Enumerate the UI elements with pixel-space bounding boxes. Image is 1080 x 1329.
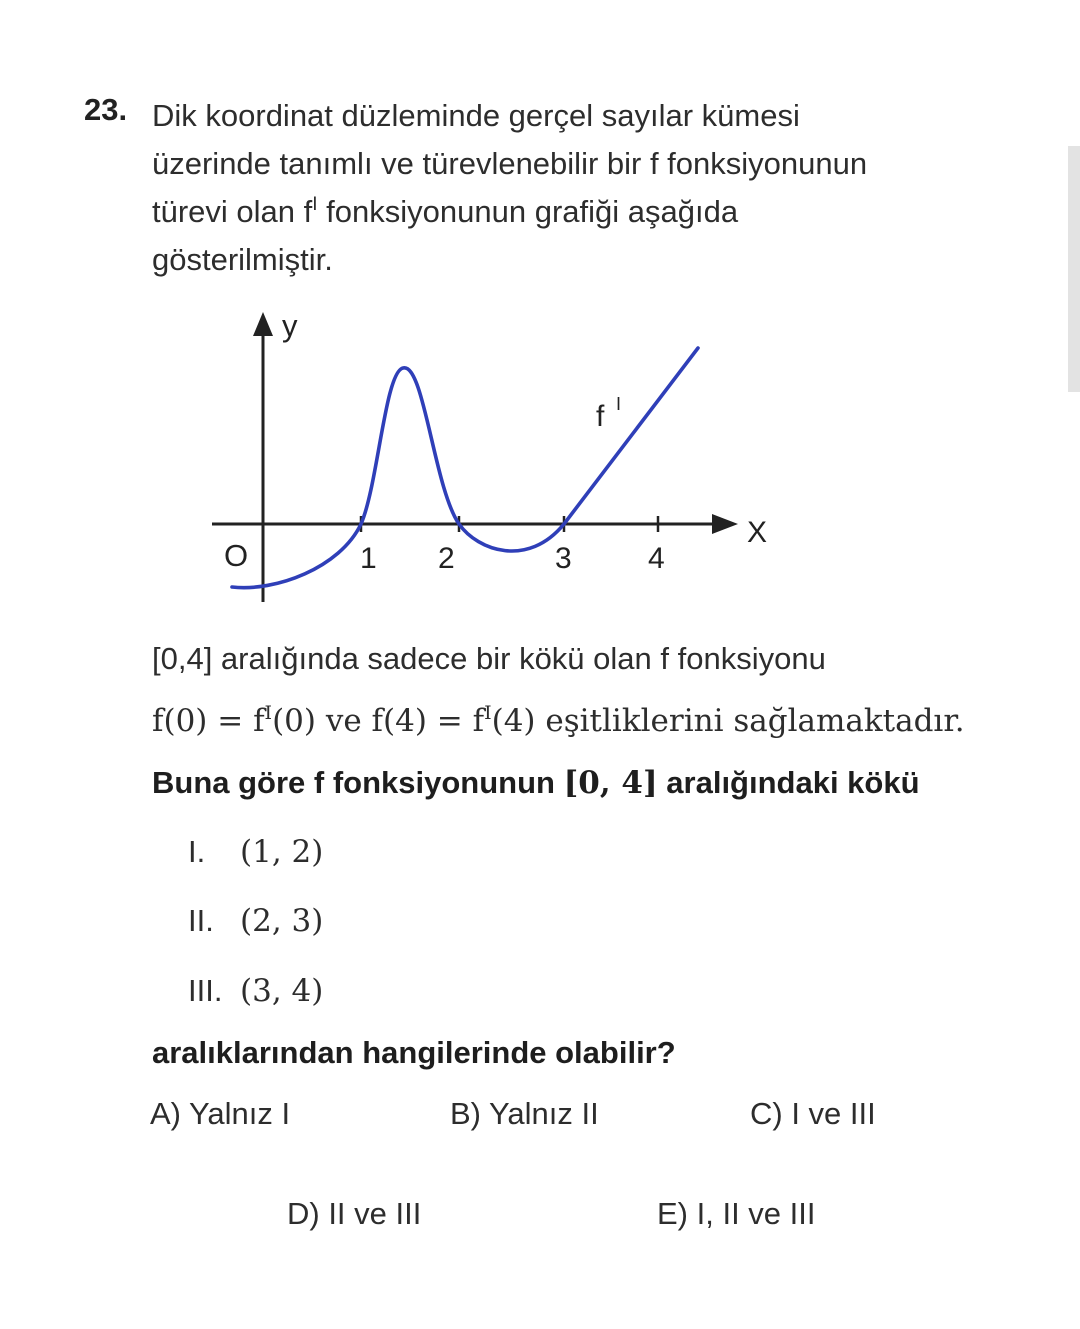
answer-a[interactable]: A) Yalnız I [150,1096,291,1131]
interval-value: (1, 2) [240,834,324,870]
condition-2a: f(0) = f [152,703,265,739]
stem-line-3b: fonksiyonunun grafiği aşağıda [317,194,739,229]
interval-value: (3, 4) [240,973,324,1009]
question-stem [152,92,1032,284]
prompt-interval: [0, 4] [563,765,658,801]
prime-mark: I [264,702,273,724]
question-prompt [152,765,920,801]
interval-num: II. [188,903,214,938]
question-closing: aralıklarından hangilerinde olabilir? [152,1035,676,1070]
tick-label-3: 3 [555,542,572,575]
tick-label-4: 4 [648,542,665,575]
answer-c[interactable]: C) I ve III [750,1096,876,1131]
stem-line-3a: türevi olan f [152,194,313,229]
interval-value: (2, 3) [240,903,324,939]
answer-e[interactable]: E) I, II ve III [657,1196,816,1231]
stem-line-3 [152,188,1032,236]
x-axis-arrow [712,514,738,534]
tick-label-2: 2 [438,542,455,575]
stem-line-1: Dik koordinat düzleminde gerçel sayılar kümesi [152,98,800,133]
interval-item-2 [188,903,323,939]
tick-label-1: 1 [360,542,377,575]
derivative-graph [200,300,780,620]
prompt-b: aralığındaki kökü [657,765,920,800]
stem-line-4: gösterilmiştir. [152,242,333,277]
y-axis-label: y [282,308,298,343]
interval-item-1 [188,834,323,870]
prime-mark: I [312,194,318,215]
stem-line-2: üzerinde tanımlı ve türevlenebilir bir f fonksiyonunun [152,146,868,181]
condition-2c: (4) eşitliklerini sağlamaktadır. [491,703,965,739]
interval-num: III. [188,973,223,1008]
prompt-a: Buna göre f fonksiyonunun [152,765,564,800]
origin-label: O [224,538,249,573]
interval-num: I. [188,834,206,869]
answer-b[interactable]: B) Yalnız II [450,1096,599,1131]
curve-label: f [596,400,605,433]
interval-item-3 [188,973,323,1009]
scrollbar[interactable] [1068,146,1080,392]
curve-label-prime: I [616,394,622,414]
answer-d[interactable]: D) II ve III [287,1196,422,1231]
prime-mark: I [484,702,492,724]
condition-2b: (0) ve f(4) = f [272,703,485,739]
f-prime-curve [232,348,698,588]
y-axis-arrow [253,312,273,336]
condition-line-1: [0,4] aralığında sadece bir kökü olan f fonksiyonu [152,641,826,676]
condition-line-2 [152,703,965,739]
x-axis-label: X [747,516,768,549]
question-number: 23. [84,92,128,127]
